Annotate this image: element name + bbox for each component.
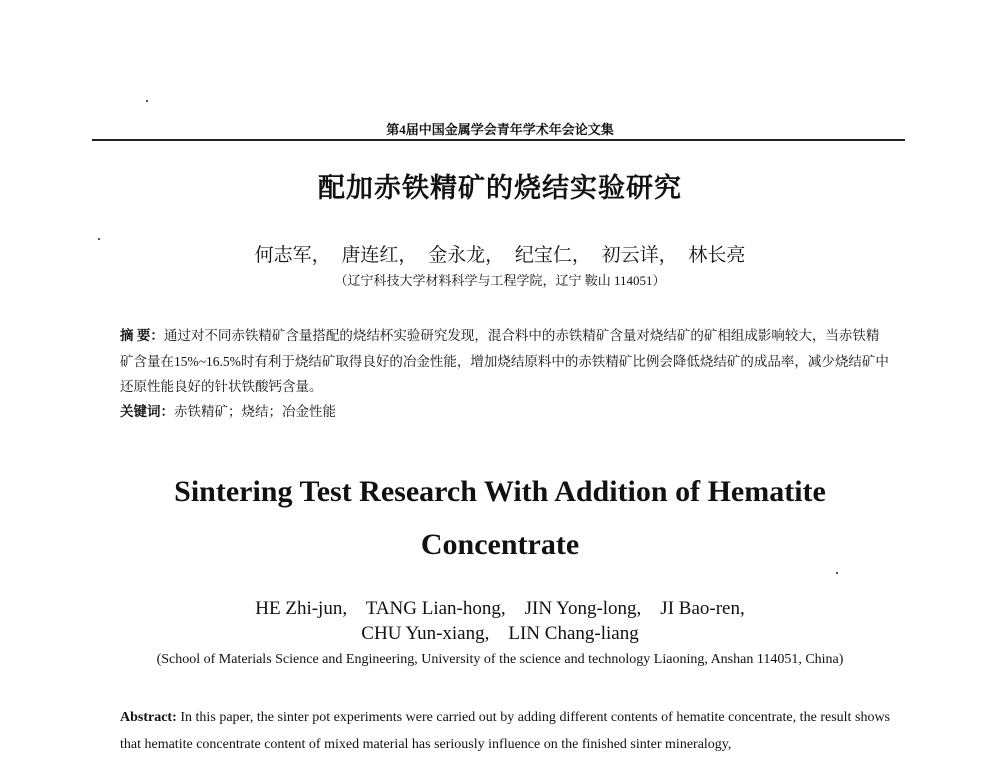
en-authors-line1: HE Zhi-jun, TANG Lian-hong, JIN Yong-long, JI Bao-ren, <box>255 598 745 619</box>
scan-speck <box>146 100 148 102</box>
en-abstract-text: In this paper, the sinter pot experiments were carried out by adding different contents of hematite concentrate, the result shows that hematite concentrate content of mixed material has seriously influence on the finished sinter mineralogy, <box>120 710 890 752</box>
en-title-line1: Sintering Test Research With Addition of Hematite <box>174 475 826 508</box>
scan-speck <box>836 572 838 574</box>
cn-keywords-text: 赤铁精矿；烧结；冶金性能 <box>174 404 336 419</box>
cn-title: 配加赤铁精矿的烧结实验研究 <box>318 173 682 203</box>
en-affiliation: (School of Materials Science and Engineering, University of the science and technology Liaoning, Anshan 114051, China) <box>156 652 844 667</box>
cn-keywords <box>120 399 890 425</box>
en-authors-line2: CHU Yun-xiang, LIN Chang-liang <box>361 623 639 644</box>
cn-keywords-label: 关键词： <box>120 404 174 419</box>
en-authors <box>0 596 1000 646</box>
en-title <box>0 465 1000 571</box>
cn-abstract <box>120 323 890 400</box>
cn-authors: 何志军， 唐连红， 金永龙， 纪宝仁， 初云详， 林长亮 <box>254 245 746 266</box>
en-abstract <box>120 704 890 758</box>
cn-abstract-text: 通过对不同赤铁精矿含量搭配的烧结杯实验研究发现，混合料中的赤铁精矿含量对烧结矿的矿相组成影响较大，当赤铁精矿含量在15%~16.5%时有利于烧结矿取得良好的冶金性能，增加烧结原料中的赤铁精矿比例会降低烧结矿的成品率，减少烧结矿中还原性能良好的针状铁酸钙含量。 <box>120 328 889 394</box>
cn-abstract-label: 摘 要： <box>120 328 164 343</box>
running-header: 第4届中国金属学会青年学术年会论文集 <box>386 122 614 137</box>
header-rule <box>92 139 905 141</box>
en-abstract-label: Abstract: <box>120 710 177 725</box>
en-title-line2: Concentrate <box>420 528 580 561</box>
cn-affiliation: （辽宁科技大学材料科学与工程学院，辽宁 鞍山 114051） <box>334 273 666 288</box>
